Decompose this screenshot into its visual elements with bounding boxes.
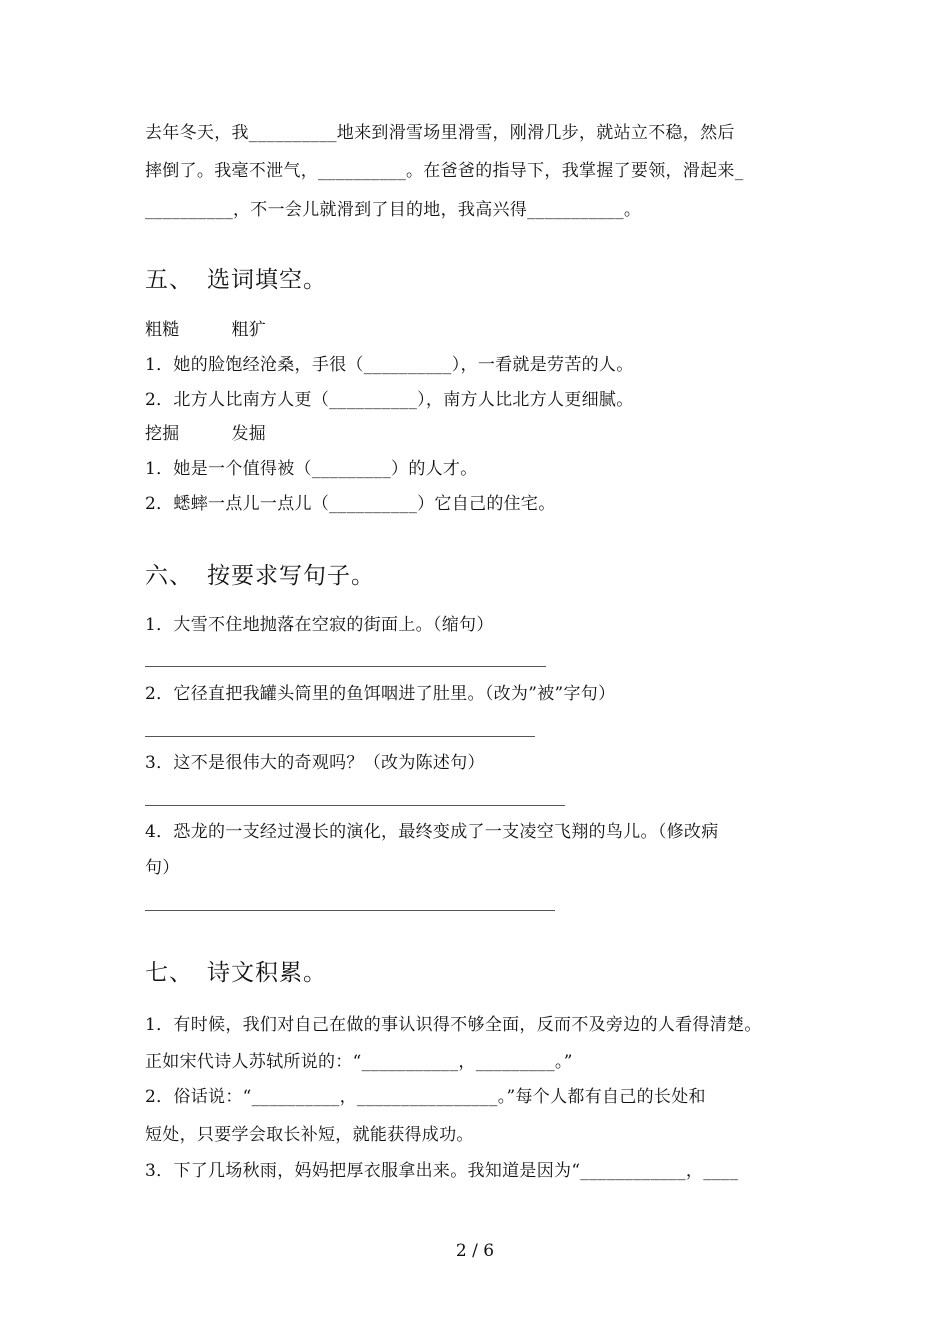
section7-heading — [145, 958, 327, 988]
page-number: 2 / 6 — [455, 1241, 495, 1261]
passage-line-2: 摔倒了。我毫不泄气，__________。在爸爸的指导下，我掌握了要领，滑起来_ — [145, 161, 744, 181]
section5-heading — [145, 265, 327, 295]
section6-question-4-line-2: 句） — [145, 858, 180, 878]
section6-question-2: 2．它径直把我罐头筒里的鱼饵咽进了肚里。（改为”被”字句） — [145, 684, 616, 704]
section5-group1-question-2: 2．北方人比南方人更（__________），南方人比北方人更细腻。 — [145, 390, 634, 410]
section5-group1-question-1: 1．她的脸饱经沧桑，手很（__________），一看就是劳苦的人。 — [145, 355, 634, 375]
section7-question-1-line-2: 正如宋代诗人苏轼所说的：“___________，_________。” — [145, 1052, 573, 1072]
section5-title: 选词填空。 — [207, 267, 327, 293]
section6-question-4-line-1: 4．恐龙的一支经过漫长的演化，最终变成了一支凌空飞翔的鸟儿。（修改病 — [145, 822, 719, 842]
section7-question-1-line-1: 1．有时候，我们对自己在做的事认识得不够全面，反而不及旁边的人看得清楚。 — [145, 1015, 762, 1035]
section6-question-3: 3．这不是很伟大的奇观吗？（改为陈述句） — [145, 753, 485, 773]
section5-group2-question-2: 2．蟋蟀一点儿一点儿（__________）它自己的住宅。 — [145, 494, 556, 514]
section5-group2-question-1: 1．她是一个值得被（_________）的人才。 — [145, 459, 478, 479]
section5-words-2: 挖掘 发掘 — [145, 424, 267, 444]
section7-question-3-line-1: 3．下了几场秋雨，妈妈把厚衣服拿出来。我知道是因为“____________，____ — [145, 1161, 739, 1181]
section7-number: 七、 — [145, 960, 193, 986]
passage-line-3: __________，不一会儿就滑到了目的地，我高兴得___________。 — [145, 200, 642, 220]
answer-line-1[interactable] — [145, 666, 546, 667]
answer-line-4[interactable] — [145, 910, 555, 911]
section5-number: 五、 — [145, 267, 193, 293]
passage-line-1: 去年冬天，我__________地来到滑雪场里滑雪，刚滑几步，就站立不稳，然后 — [145, 123, 735, 143]
answer-line-3[interactable] — [145, 805, 565, 806]
section7-title: 诗文积累。 — [207, 960, 327, 986]
section6-title: 按要求写句子。 — [207, 563, 375, 589]
section6-number: 六、 — [145, 563, 193, 589]
answer-line-2[interactable] — [145, 736, 535, 737]
section5-words-1: 粗糙 粗犷 — [145, 320, 267, 340]
section6-heading — [145, 561, 375, 591]
section7-question-2-line-1: 2．俗话说：“__________，________________。”每个人都有自己的长处和 — [145, 1087, 706, 1107]
section7-question-2-line-2: 短处，只要学会取长补短，就能获得成功。 — [145, 1125, 474, 1145]
section6-question-1: 1．大雪不住地抛落在空寂的街面上。（缩句） — [145, 615, 494, 635]
